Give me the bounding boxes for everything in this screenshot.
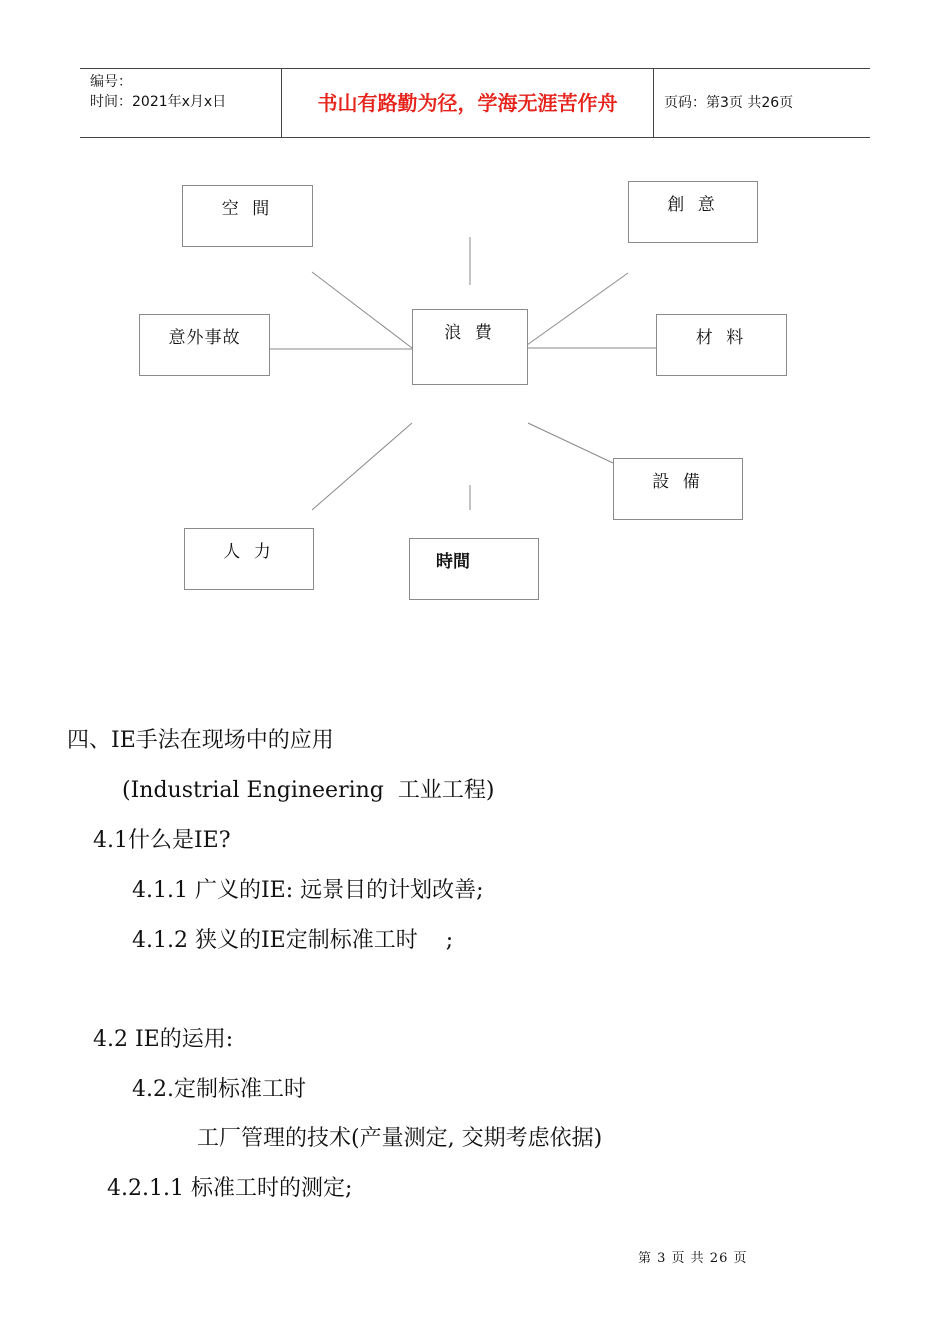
diagram-label-space: 空 間 bbox=[221, 199, 274, 219]
header-page-label: 页码：第3页 共26页 bbox=[664, 95, 794, 111]
section-4-2-heading: 4.2.定制标准工时 bbox=[132, 1077, 306, 1102]
diagram-label-manpower: 人 力 bbox=[223, 542, 275, 562]
diagram-box-right bbox=[656, 314, 787, 376]
diagram-label-equipment: 設 備 bbox=[652, 472, 704, 492]
diagram-box-top-left bbox=[182, 185, 313, 247]
section-heading: 四、IE手法在现场中的应用 bbox=[67, 728, 334, 753]
section-4-2-1-1: 4.2.1.1 标准工时的测定; bbox=[107, 1176, 353, 1201]
diagram-label-waste: 浪 費 bbox=[444, 323, 496, 343]
diagram-box-center bbox=[412, 309, 528, 385]
diagram-box-bottom-left bbox=[184, 528, 314, 590]
section-4-1-1: 4.1.1 广义的IE: 远景目的计划改善; bbox=[132, 878, 484, 903]
section-4-1: 4.1什么是IE? bbox=[93, 828, 231, 853]
diagram-box-bottom-right bbox=[613, 458, 743, 520]
section-4-1-2: 4.1.2 狭义的IE定制标准工时 ; bbox=[132, 928, 454, 953]
connector-bottom-right bbox=[528, 423, 613, 463]
header-motto: 书山有路勤为径，学海无涯苦作舟 bbox=[281, 69, 654, 137]
diagram-box-left bbox=[139, 314, 270, 376]
section-4-2: 4.2 IE的运用: bbox=[93, 1027, 234, 1052]
connector-top-right bbox=[527, 273, 628, 345]
diagram-label-time: 時間 bbox=[436, 552, 470, 572]
section-subtitle: (Industrial Engineering 工业工程) bbox=[122, 778, 495, 803]
diagram-label-accident: 意外事故 bbox=[168, 328, 241, 348]
page-footer: 第 3 页 共 26 页 bbox=[638, 1251, 748, 1266]
diagram-label-creativity: 創 意 bbox=[667, 195, 719, 215]
date-label: 时间：2021年x月x日 bbox=[90, 94, 227, 110]
diagram-box-bottom-center bbox=[409, 538, 539, 600]
number-label: 编号： bbox=[90, 74, 132, 90]
connector-bottom-left bbox=[312, 423, 412, 510]
connector-top-left bbox=[312, 272, 412, 348]
section-4-2-description: 工厂管理的技术(产量测定, 交期考虑依据) bbox=[197, 1126, 603, 1151]
diagram-label-material: 材 料 bbox=[695, 328, 748, 348]
diagram-box-top-right bbox=[628, 181, 758, 243]
